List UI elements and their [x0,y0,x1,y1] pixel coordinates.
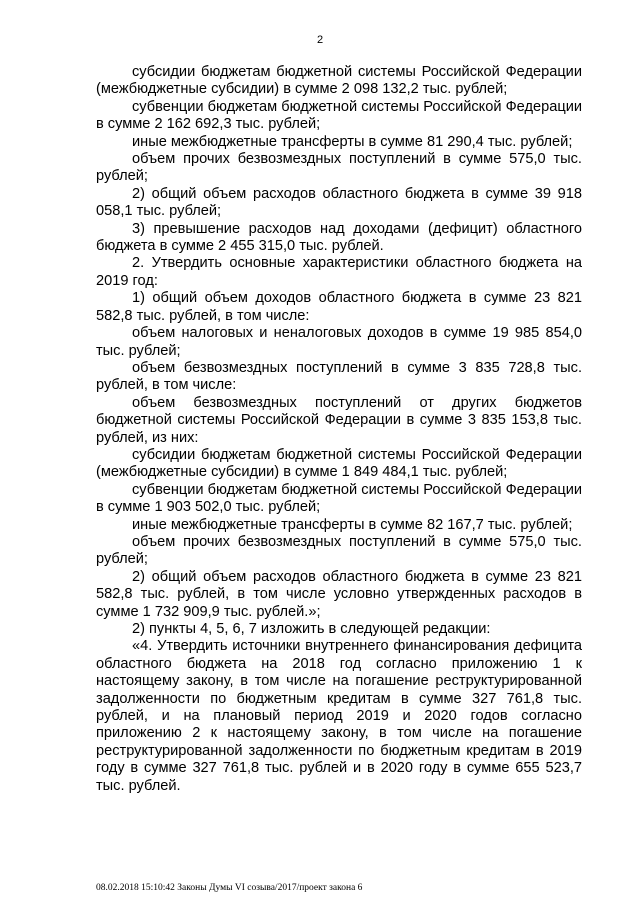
paragraph: 2) пункты 4, 5, 6, 7 изложить в следующей редакции: [132,621,491,637]
paragraph: объем прочих безвозмездных поступлений в сумме 575,0 тыс. рублей; [96,533,582,568]
paragraph: 2) общий объем расходов областного бюджета в сумме 39 918 058,1 тыс. рублей; [96,185,582,220]
paragraph: объем безвозмездных поступлений в сумме 3 835 728,8 тыс. рублей, в том числе: [96,359,582,394]
document-footer: 08.02.2018 15:10:42 Законы Думы VI созыва/2017/проект закона 6 [96,883,363,893]
paragraph: «4. Утвердить источники внутреннего финансирования дефицита областного бюджета на 2018 год согласно приложению 1 к настоящему закону, в том числе на погашение реструктурированной задолженности по бюджетным кредитам в сумме 327 761,8 тыс. рублей, и на плановый период 2019 и 2020 годов согласно приложению 2 к настоящему закону, в том числе на погашение реструктурированной задолженности по бюджетным кредитам в 2019 году в сумме 327 761,8 тыс. рублей и в 2020 году в сумме 655 523,7 тыс. рублей. [96,638,582,794]
paragraph: иные межбюджетные трансферты в сумме 82 167,7 тыс. рублей; [132,516,573,533]
paragraph: субсидии бюджетам бюджетной системы Российской Федерации (межбюджетные субсидии) в сумме 2 098 132,2 тыс. рублей; [96,64,582,98]
paragraph: 1) общий объем доходов областного бюджета в сумме 23 821 582,8 тыс. рублей, в том числе: [96,290,582,324]
page-number: 2 [316,34,324,46]
paragraph: субвенции бюджетам бюджетной системы Российской Федерации в сумме 1 903 502,0 тыс. рублей; [96,481,582,516]
paragraph: иные межбюджетные трансферты в сумме 81 290,4 тыс. рублей; [132,133,573,150]
paragraph: субвенции бюджетам бюджетной системы Российской Федерации в сумме 2 162 692,3 тыс. рублей; [96,98,582,133]
paragraph: объем прочих безвозмездных поступлений в сумме 575,0 тыс. рублей; [96,151,582,185]
paragraph: объем налоговых и неналоговых доходов в сумме 19 985 854,0 тыс. рублей; [96,325,582,359]
paragraph: 2. Утвердить основные характеристики областного бюджета на 2019 год: [96,255,582,289]
paragraph: субсидии бюджетам бюджетной системы Российской Федерации (межбюджетные субсидии) в сумме 1 849 484,1 тыс. рублей; [96,446,582,481]
paragraph: 2) общий объем расходов областного бюджета в сумме 23 821 582,8 тыс. рублей, в том числе условно утвержденных расходов в сумме 1 732 909,9 тыс. рублей.»; [96,568,582,620]
document-body [96,64,582,795]
paragraph: объем безвозмездных поступлений от других бюджетов бюджетной системы Российской Федерации в сумме 3 835 153,8 тыс. рублей, из них: [96,394,582,446]
paragraph: 3) превышение расходов над доходами (дефицит) областного бюджета в сумме 2 455 315,0 тыс. рублей. [96,220,582,255]
